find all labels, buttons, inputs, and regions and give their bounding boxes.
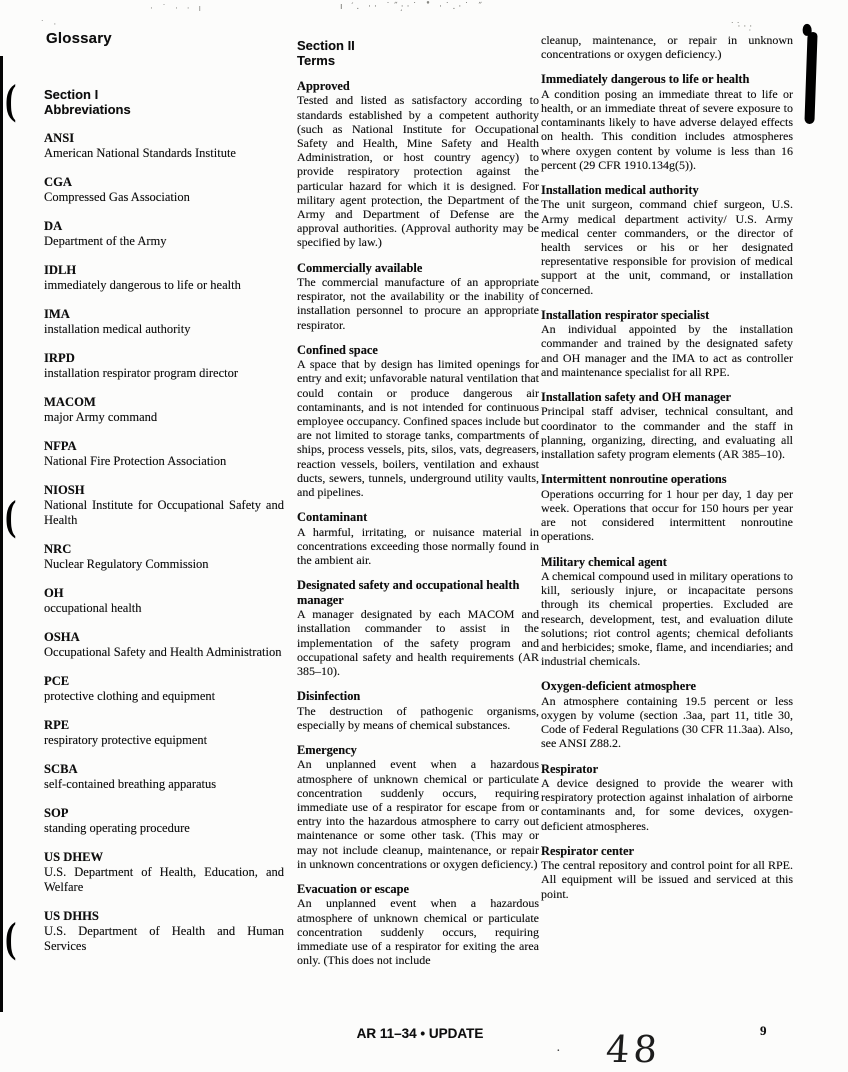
abbreviation-entry — [44, 307, 284, 337]
abbreviation-definition: National Institute for Occupational Safety and Health — [44, 498, 284, 527]
term-definition: The central repository and control point for all RPE. All equipment will be issued and serviced at this point. — [541, 858, 793, 901]
abbreviation-term: OSHA — [44, 630, 80, 644]
term-definition: An atmosphere containing 19.5 percent or less oxygen by volume (section .3aa, part 11, title 30, Code of Federal Regulations (30 CFR 11.3aa). Also, see ANSI Z88.2. — [541, 693, 793, 751]
abbreviation-entry — [44, 542, 284, 572]
column-abbreviations — [44, 30, 284, 954]
term-name: Installation safety and OH manager — [541, 390, 731, 405]
column-terms-left — [297, 38, 539, 967]
term-definition: A space that by design has limited openings for entry and exit; unfavorable natural ventilation that could contain or produce dangerous air contaminants, and is not intended for continuous employee occupancy. Confined spaces include but are not limited to storage tanks, compartments of ships, process vessels, pits, silos, vats, degreasers, reaction vessels, boilers, ventilation and exhaust ducts, sewers, tunnels, underground utility vaults, and pipelines. — [297, 357, 539, 500]
section1-heading — [44, 87, 284, 117]
abbreviation-definition: respiratory protective equipment — [44, 733, 208, 747]
terms-list-right — [541, 72, 793, 900]
term-definition: The commercial manufacture of an appropriate respirator, not the availability or the inability of installation personnel to procure an appropriate respirator. — [297, 275, 539, 332]
abbreviation-definition: immediately dangerous to life or health — [44, 278, 241, 292]
terms-list-left — [297, 79, 539, 967]
term-definition: The unit surgeon, command chief surgeon, U.S. Army medical department activity/ U.S. Army medical center commanders, or the director of health services or his or her designated representative responsible for provision of medical support at the unit, command, or installation concerned. — [541, 197, 793, 297]
abbreviation-term: NFPA — [44, 439, 77, 453]
term-name: Commercially available — [297, 260, 423, 275]
abbreviation-entry — [44, 395, 284, 425]
term-definition: Tested and listed as satisfactory according to standards established by a competent authority (such as National Institute for Occupational Safety and Health, Mine Safety and Health Administration, or host country agency) to provide respiratory protection against the particular hazard for which it is designed. For military agent protection, the Department of the Army and Department of Defense are the approval authorities. (Approval authority may be specified by law.) — [297, 93, 539, 250]
abbreviation-definition: occupational health — [44, 601, 142, 615]
abbreviation-entry — [44, 586, 284, 616]
abbreviation-term: ANSI — [44, 131, 75, 145]
term-name: Intermittent nonroutine operations — [541, 472, 727, 487]
pencil-dot-mark: · — [556, 1044, 561, 1059]
abbreviation-term: OH — [44, 586, 64, 600]
term-entry — [541, 844, 793, 901]
term-name: Contaminant — [297, 510, 368, 525]
abbreviation-definition: U.S. Department of Health, Education, and Welfare — [44, 865, 284, 894]
term-name: Military chemical agent — [541, 554, 667, 569]
abbreviation-term: PCE — [44, 674, 70, 688]
scan-smudge: · ˙ · · ı — [150, 4, 205, 14]
abbreviation-term: SOP — [44, 806, 69, 820]
section2-heading — [297, 38, 539, 68]
term-entry — [297, 79, 539, 250]
abbreviation-entry — [44, 439, 284, 469]
abbreviation-term: IRPD — [44, 351, 75, 365]
abbreviation-entry — [44, 850, 284, 895]
term-entry — [541, 183, 793, 297]
section2-heading-line1: Section II — [297, 38, 355, 53]
scan-smudge: ˙ · — [40, 20, 60, 30]
term-entry — [541, 679, 793, 750]
term-name: Installation respirator specialist — [541, 307, 710, 322]
document-reference: AR 11–34 • UPDATE — [356, 1026, 484, 1041]
term-name: Installation medical authority — [541, 183, 699, 198]
scan-edge-line — [0, 56, 3, 1012]
binder-mark: ( — [5, 77, 17, 124]
term-name: Confined space — [297, 342, 378, 357]
abbreviation-definition: U.S. Department of Health and Human Services — [44, 924, 284, 953]
term-definition: Operations occurring for 1 hour per day, 1 day per week. Operations that occur for 150 hours per year are not considered intermittent nonroutine operations. — [541, 486, 793, 544]
abbreviation-entry — [44, 718, 284, 748]
term-name: Oxygen-deficient atmosphere — [541, 679, 696, 694]
term-name: Immediately dangerous to life or health — [541, 72, 750, 87]
term-definition: An unplanned event when a hazardous atmosphere of unknown chemical or particulate concentration suddenly occurs, requiring immediate use of a respirator for exiting the area only. (This does not include — [297, 896, 539, 968]
abbreviation-entry — [44, 351, 284, 381]
abbreviation-entry — [44, 131, 284, 161]
abbreviation-term: US DHHS — [44, 909, 99, 923]
term-definition: The destruction of pathogenic organisms, especially by means of chemical substances. — [297, 703, 539, 732]
abbreviation-definition: Occupational Safety and Health Administration — [44, 645, 282, 659]
abbreviation-term: IDLH — [44, 263, 77, 277]
abbreviation-term: US DHEW — [44, 850, 104, 864]
abbreviation-definition: self-contained breathing apparatus — [44, 777, 217, 791]
abbreviation-term: IMA — [44, 307, 70, 321]
term-entry — [541, 555, 793, 669]
term-entry — [297, 343, 539, 499]
abbreviation-term: SCBA — [44, 762, 78, 776]
abbreviation-entry — [44, 630, 284, 660]
handwritten-page-number: 48 — [604, 1028, 663, 1071]
term-definition: Principal staff adviser, technical consultant, and coordinator to the commander and the staff in planning, organizing, directing, and evaluating all installation safety program elements (AR 385–10). — [541, 404, 793, 462]
term-name: Designated safety and occupational health manager — [297, 578, 520, 607]
term-name: Evacuation or escape — [297, 881, 409, 896]
term-definition: A manager designated by each MACOM and installation commander to assist in the implementation of the safety program and occupational safety and health requirements (AR 385–10). — [297, 607, 539, 678]
abbreviation-term: RPE — [44, 718, 70, 732]
term-entry — [541, 390, 793, 461]
term-name: Respirator — [541, 761, 599, 776]
abbreviation-term: DA — [44, 219, 63, 233]
abbreviation-entry — [44, 806, 284, 836]
page-title: Glossary — [46, 30, 112, 47]
continued-definition-text: cleanup, maintenance, or repair in unknown concentrations or oxygen deficiency.) — [541, 33, 793, 62]
abbreviation-definition: Department of the Army — [44, 234, 167, 248]
section2-heading-line2: Terms — [297, 53, 336, 68]
term-entry — [541, 472, 793, 543]
term-definition: A chemical compound used in military operations to kill, seriously injure, or incapacitate persons through its chemical properties. Excluded are research, development, test, and evaluation dilute solutions; riot control agents; chemical defoliants and herbicides; smoke, flame, and incendiaries; and industrial chemicals. — [541, 568, 793, 669]
term-definition: An unplanned event when a hazardous atmosphere of unknown chemical or particulate concentration suddenly occurs, requiring immediate use of a respirator for escape from or entry into the hazardous atmosphere to carry out maintenance or some other task. (This may or may not include cleanup, maintenance, or repair in unknown concentrations or oxygen deficiency.) — [297, 757, 539, 871]
scan-smudge: ˙·̇··̣ — [730, 22, 756, 32]
scan-smudge: ı ′. ·· ˙˝·̦·˙ ˚̇ ·˙.·˙ ˝ — [340, 2, 486, 12]
abbreviation-entry — [44, 175, 284, 205]
term-definition: A condition posing an immediate threat to life or health, or an immediate threat of severe exposure to contaminants likely to have adverse delayed effects on health. This condition includes atmospheres where oxygen content by volume is less than 16 percent (29 CFR 1910.134g(5)). — [541, 86, 793, 172]
abbreviation-term: CGA — [44, 175, 72, 189]
term-entry — [297, 261, 539, 332]
abbreviation-definition: National Fire Protection Association — [44, 454, 227, 468]
abbreviation-list — [44, 131, 284, 954]
abbreviation-entry — [44, 219, 284, 249]
term-entry — [297, 510, 539, 567]
abbreviation-entry — [44, 909, 284, 954]
abbreviation-definition: installation respirator program director — [44, 366, 239, 380]
term-entry — [541, 308, 793, 379]
term-name: Emergency — [297, 742, 357, 757]
term-definition: A device designed to provide the wearer with respiratory protection against inhalation of airborne contaminants and, for some devices, oxygen-deficient atmospheres. — [541, 775, 793, 833]
column-terms-right — [541, 33, 793, 901]
section1-heading-line2: Abbreviations — [44, 102, 131, 117]
abbreviation-definition: Nuclear Regulatory Commission — [44, 557, 209, 571]
abbreviation-definition: installation medical authority — [44, 322, 191, 336]
binder-mark: ( — [5, 493, 17, 540]
term-definition: An individual appointed by the installation commander and trained by the designated safety and OH manager and the IMA to act as controller and maintenance specialist for all RPE. — [541, 322, 793, 379]
term-entry — [541, 72, 793, 172]
abbreviation-term: NRC — [44, 542, 72, 556]
page-number: 9 — [760, 1023, 767, 1038]
abbreviation-entry — [44, 762, 284, 792]
section1-heading-line1: Section I — [44, 87, 99, 102]
term-entry — [297, 882, 539, 967]
term-name: Approved — [297, 79, 350, 93]
term-entry — [297, 578, 539, 678]
abbreviation-entry — [44, 263, 284, 293]
term-name: Disinfection — [297, 689, 361, 704]
abbreviation-definition: American National Standards Institute — [44, 146, 236, 160]
abbreviation-entry — [44, 674, 284, 704]
term-entry — [297, 689, 539, 732]
abbreviation-term: NIOSH — [44, 483, 85, 497]
term-entry — [541, 762, 793, 833]
abbreviation-definition: standing operating procedure — [44, 821, 190, 835]
term-definition: A harmful, irritating, or nuisance material in concentrations exceeding those normally found in the ambient air. — [297, 524, 539, 568]
abbreviation-entry — [44, 483, 284, 528]
binder-mark: ( — [5, 915, 17, 962]
abbreviation-definition: protective clothing and equipment — [44, 689, 216, 703]
term-name: Respirator center — [541, 843, 635, 858]
term-entry — [297, 743, 539, 871]
ink-blob-mark — [804, 32, 817, 124]
abbreviation-definition: Compressed Gas Association — [44, 190, 190, 204]
abbreviation-term: MACOM — [44, 395, 96, 409]
abbreviation-definition: major Army command — [44, 410, 158, 424]
